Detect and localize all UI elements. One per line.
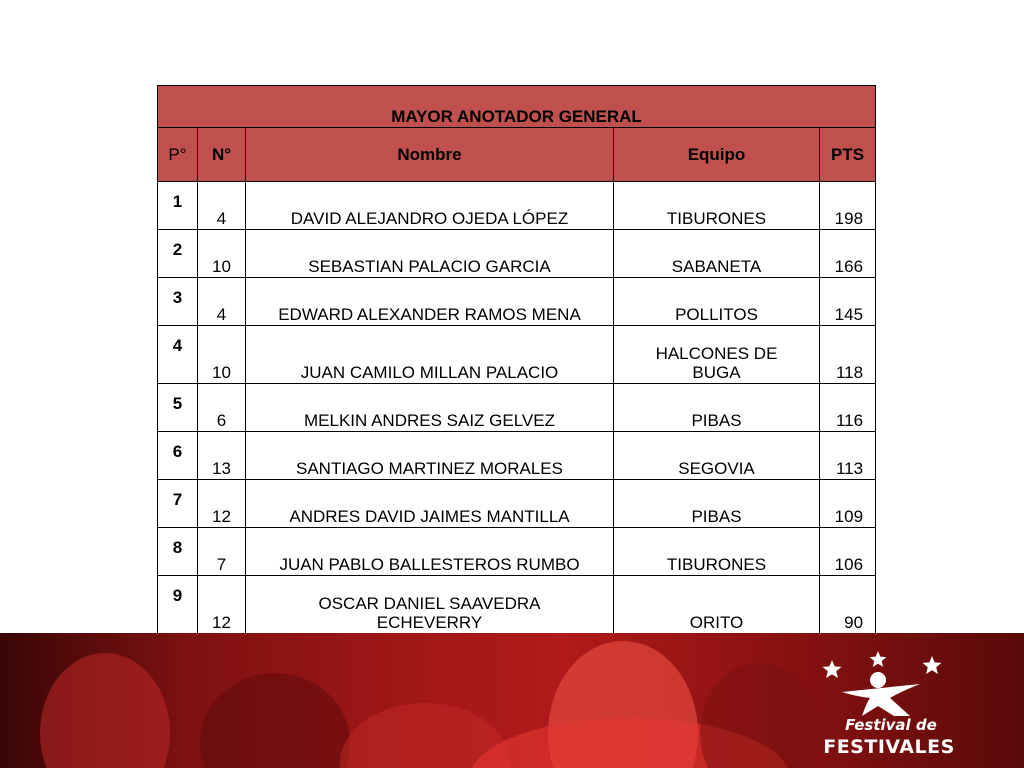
cell-number: 4 bbox=[198, 182, 246, 230]
cell-position: 4 bbox=[158, 326, 198, 384]
cell-position: 5 bbox=[158, 384, 198, 432]
cell-points: 198 bbox=[820, 182, 876, 230]
cell-name: SANTIAGO MARTINEZ MORALES bbox=[246, 432, 614, 480]
table-row bbox=[158, 384, 876, 432]
cell-position: 6 bbox=[158, 432, 198, 480]
cell-position: 7 bbox=[158, 480, 198, 528]
cell-points: 113 bbox=[820, 432, 876, 480]
photo-blur-shape bbox=[40, 653, 170, 768]
header-name: Nombre bbox=[246, 128, 614, 182]
table-row bbox=[158, 278, 876, 326]
photo-blur-shape bbox=[700, 663, 820, 768]
cell-team: POLLITOS bbox=[614, 278, 820, 326]
cell-team: TIBURONES bbox=[614, 182, 820, 230]
cell-number: 12 bbox=[198, 576, 246, 634]
cell-number: 4 bbox=[198, 278, 246, 326]
cell-name: EDWARD ALEXANDER RAMOS MENA bbox=[246, 278, 614, 326]
table-row bbox=[158, 326, 876, 384]
table-title: MAYOR ANOTADOR GENERAL bbox=[158, 86, 876, 128]
header-number: N° bbox=[198, 128, 246, 182]
cell-name: DAVID ALEJANDRO OJEDA LÓPEZ bbox=[246, 182, 614, 230]
cell-team: TIBURONES bbox=[614, 528, 820, 576]
cell-team: SEGOVIA bbox=[614, 432, 820, 480]
table-row bbox=[158, 480, 876, 528]
logo-text-festivales: FESTIVALES bbox=[823, 736, 955, 758]
photo-blur-shape bbox=[200, 673, 350, 768]
cell-name: JUAN CAMILO MILLAN PALACIO bbox=[246, 326, 614, 384]
cell-name: MELKIN ANDRES SAIZ GELVEZ bbox=[246, 384, 614, 432]
cell-number: 7 bbox=[198, 528, 246, 576]
logo-text-festival: Festival de bbox=[845, 716, 937, 734]
header-position: P° bbox=[158, 128, 198, 182]
cell-points: 166 bbox=[820, 230, 876, 278]
cell-team: PIBAS bbox=[614, 480, 820, 528]
cell-points: 118 bbox=[820, 326, 876, 384]
star-figure-icon bbox=[814, 648, 964, 718]
header-team: Equipo bbox=[614, 128, 820, 182]
cell-number: 10 bbox=[198, 326, 246, 384]
cell-team: SABANETA bbox=[614, 230, 820, 278]
table-row bbox=[158, 528, 876, 576]
cell-position: 1 bbox=[158, 182, 198, 230]
table-row bbox=[158, 230, 876, 278]
cell-points: 109 bbox=[820, 480, 876, 528]
cell-position: 9 bbox=[158, 576, 198, 634]
cell-number: 13 bbox=[198, 432, 246, 480]
festival-logo bbox=[814, 648, 964, 763]
cell-team: HALCONES DE BUGA bbox=[614, 326, 820, 384]
cell-points: 106 bbox=[820, 528, 876, 576]
cell-number: 6 bbox=[198, 384, 246, 432]
cell-position: 3 bbox=[158, 278, 198, 326]
table-row bbox=[158, 432, 876, 480]
header-points: PTS bbox=[820, 128, 876, 182]
cell-points: 145 bbox=[820, 278, 876, 326]
cell-name: JUAN PABLO BALLESTEROS RUMBO bbox=[246, 528, 614, 576]
cell-position: 2 bbox=[158, 230, 198, 278]
cell-number: 10 bbox=[198, 230, 246, 278]
top-scorers-table bbox=[157, 85, 876, 683]
cell-name: ANDRES DAVID JAIMES MANTILLA bbox=[246, 480, 614, 528]
cell-name: SEBASTIAN PALACIO GARCIA bbox=[246, 230, 614, 278]
table-row bbox=[158, 182, 876, 230]
cell-number: 12 bbox=[198, 480, 246, 528]
cell-team: ORITO bbox=[614, 576, 820, 634]
cell-name: OSCAR DANIEL SAAVEDRA ECHEVERRY bbox=[246, 576, 614, 634]
cell-points: 90 bbox=[820, 576, 876, 634]
cell-position: 8 bbox=[158, 528, 198, 576]
table-row bbox=[158, 576, 876, 634]
cell-points: 116 bbox=[820, 384, 876, 432]
cell-team: PIBAS bbox=[614, 384, 820, 432]
